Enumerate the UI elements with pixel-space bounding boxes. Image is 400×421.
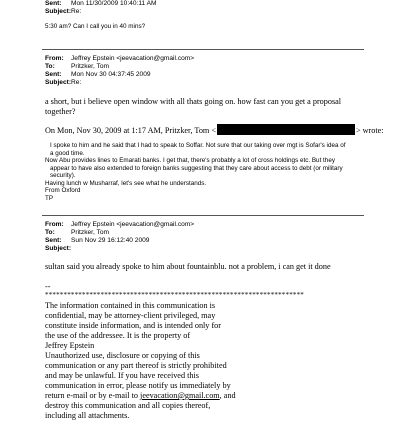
sent-label: Sent:	[45, 71, 62, 78]
subject-value: Re:	[71, 8, 82, 15]
star-divider: **********************************************************************	[45, 291, 304, 299]
quote-line: Now Abu provides lines to Emarati banks. I get that, there's probably a lot of cross holdings etc. But they	[45, 157, 335, 164]
disclaimer-line: destroy this communication and all copies thereof,	[45, 401, 211, 410]
from-label: From:	[45, 221, 64, 228]
to-value: Pritzker, Tom	[71, 229, 109, 236]
email2-from-row	[45, 55, 194, 63]
sent-value: Mon Nov 30 04:37:45 2009	[71, 71, 151, 78]
email1-body: 5:30 am? Can I call you in 40 mins?	[45, 23, 146, 30]
email2-body-line2: together?	[45, 107, 76, 116]
disclaimer-line: confidential, may be attorney-client privileged, may	[45, 311, 216, 320]
to-label: To:	[45, 229, 55, 236]
disclaimer-line: communication in error, please notify us immediately by	[45, 381, 231, 390]
email-link[interactable]: jeevacation@gmail.com	[140, 391, 220, 400]
sent-value: Sun Nov 29 16:12:40 2009	[71, 237, 150, 244]
email1-subject-row	[45, 8, 81, 16]
email3-subject-row	[45, 245, 71, 253]
from-value: Jeffrey Epstein <jeevacation@gmail.com>	[71, 221, 195, 228]
sent-value: Mon 11/30/2009 10:40:11 AM	[71, 0, 157, 7]
quote-line: TP	[45, 194, 54, 202]
quote-intro-end: > wrote:	[355, 126, 384, 135]
to-value: Pritzker, Tom	[71, 63, 109, 70]
email3-to-row	[45, 229, 109, 237]
subject-label: Subject:	[45, 245, 72, 252]
email2-body-line1: a short, but i believe open window with all thats going on. how fast can you get a proposal	[45, 97, 342, 106]
sent-label: Sent:	[45, 0, 62, 7]
quote-line: I spoke to him and he said that I had to speak to Soffar. Not sure that our taking over mgt is Sofar's idea of	[50, 142, 346, 149]
disclaimer-line: The information contained in this communication is	[45, 301, 216, 310]
disclaimer-line: communication or any part thereof is strictly prohibited	[45, 361, 227, 370]
subject-value: Re:	[71, 79, 82, 86]
separator	[42, 49, 364, 50]
disclaimer-text: , and	[219, 391, 236, 400]
quote-line: a good time.	[50, 149, 85, 157]
signature-dashes: --	[45, 282, 51, 291]
quote-intro	[45, 124, 384, 136]
email2-to-row	[45, 63, 109, 71]
disclaimer-line: Unauthorized use, disclosure or copying of this	[45, 351, 200, 360]
to-label: To:	[45, 63, 55, 70]
email3-from-row	[45, 221, 194, 229]
email1-sent-row	[45, 0, 157, 8]
from-label: From:	[45, 55, 64, 62]
disclaimer-line: including all attachments.	[45, 411, 130, 420]
disclaimer-line: and may be unlawful. If you have received this	[45, 371, 199, 380]
quote-intro-start: On Mon, Nov 30, 2009 at 1:17 AM, Pritzker, Tom <	[45, 126, 216, 135]
subject-label: Subject:	[45, 8, 72, 15]
email3-body: sultan said you already spoke to him about fountainblu. not a problem, i can get it done	[45, 262, 331, 271]
quote-line: security).	[50, 172, 76, 179]
separator	[42, 215, 364, 216]
email2-subject-row	[45, 79, 81, 87]
disclaimer-line: Jeffrey Epstein	[45, 341, 95, 350]
quote-line: From Oxford	[45, 187, 81, 194]
email2-sent-row	[45, 71, 151, 79]
from-value: Jeffrey Epstein <jeevacation@gmail.com>	[71, 55, 195, 62]
disclaimer-text: return e-mail or by e-mail to	[45, 391, 141, 400]
disclaimer-line: constitute inside information, and is intended only for	[45, 321, 221, 330]
quote-line: appear to have also extended to foreign banks suggesting that they care about access to debt (or military	[50, 164, 343, 172]
sent-label: Sent:	[45, 237, 62, 244]
quote-line: Having lunch w Musharraf, let's see what he understands.	[45, 179, 207, 187]
subject-label: Subject:	[45, 79, 72, 86]
email3-sent-row	[45, 237, 149, 245]
disclaimer-line: the use of the addressee. It is the property of	[45, 331, 191, 340]
redaction-block	[217, 124, 355, 135]
